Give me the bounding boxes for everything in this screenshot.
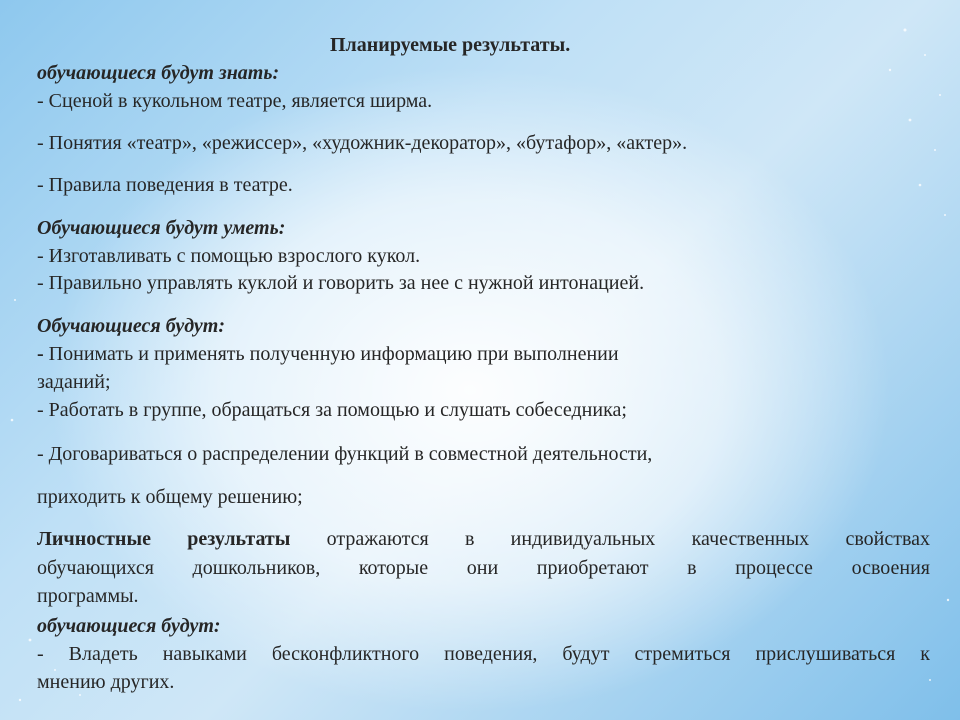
- personal-results-line: программы.: [37, 585, 139, 607]
- personal-results-label: Личностные результаты: [37, 528, 291, 550]
- will-item-understand: [37, 342, 619, 366]
- personal-results-line: [37, 527, 930, 551]
- will-heading: Обучающиеся будут:: [37, 315, 225, 337]
- will-item-understand-text: Понимать и применять полученную информацию при выполнении: [48, 343, 619, 365]
- able-item: - Изготавливать с помощью взрослого кукол.: [37, 245, 421, 267]
- dash-marker: -: [37, 343, 49, 365]
- slide-title: Планируемые результаты.: [330, 34, 571, 56]
- final-item-cont: мнению других.: [37, 671, 175, 693]
- know-item: - Правила поведения в театре.: [37, 174, 293, 196]
- know-heading: обучающиеся будут знать:: [37, 62, 280, 84]
- know-item: - Сценой в кукольном театре, является ширма.: [37, 90, 433, 112]
- will-item: - Работать в группе, обращаться за помощью и слушать собеседника;: [37, 399, 627, 421]
- able-heading: Обучающиеся будут уметь:: [37, 217, 286, 239]
- personal-results-line: обучающихся дошкольников, которые они приобретают в процессе освоения: [37, 557, 930, 579]
- will-item-cont: приходить к общему решению;: [37, 486, 303, 508]
- will-item: - Договариваться о распределении функций в совместной деятельности,: [37, 443, 653, 465]
- personal-results-text: отражаются в индивидуальных качественных свойствах: [290, 528, 931, 550]
- know-item: - Понятия «театр», «режиссер», «художник-декоратор», «бутафор», «актер».: [37, 132, 688, 154]
- final-heading: обучающиеся будут:: [37, 615, 221, 637]
- will-item-understand-cont: заданий;: [37, 371, 111, 393]
- able-item: - Правильно управлять куклой и говорить за нее с нужной интонацией.: [37, 272, 645, 294]
- final-item: - Владеть навыками бесконфликтного поведения, будут стремиться прислушиваться к: [37, 643, 930, 665]
